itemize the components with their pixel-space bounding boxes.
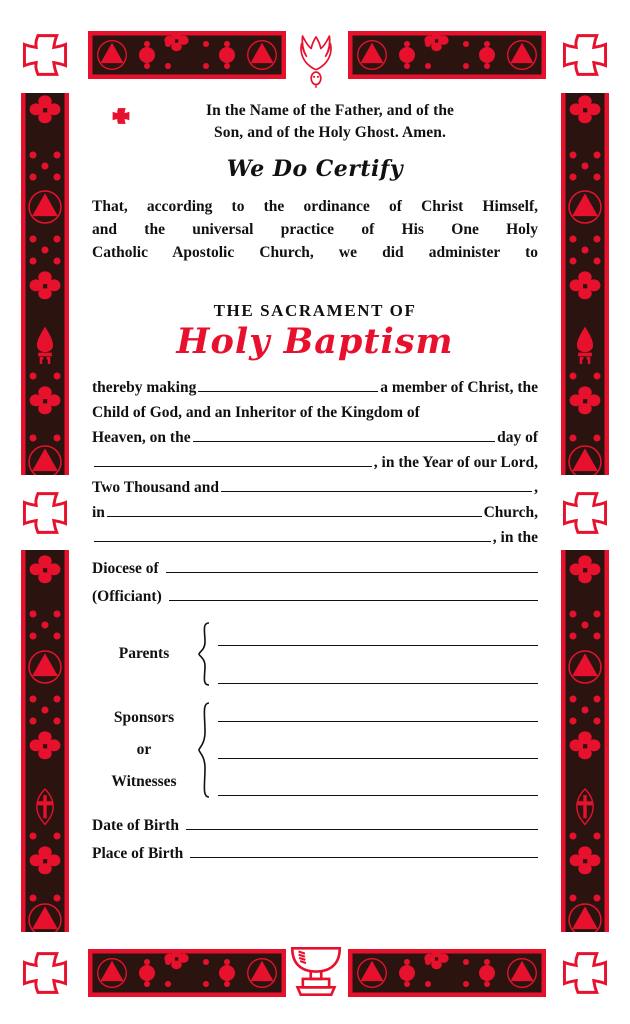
- place-of-birth-blank[interactable]: [190, 844, 538, 858]
- ornament-band-left-upper: [21, 93, 69, 475]
- diocese-blank[interactable]: [166, 559, 538, 573]
- ornament-band-bottom-left: [88, 949, 286, 997]
- sponsors-lines: [212, 702, 538, 798]
- two-thousand-suffix: ,: [534, 479, 538, 497]
- body-row-two-thousand: [92, 475, 538, 500]
- parents-lines: [212, 622, 538, 686]
- in-the-suffix: , in the: [492, 529, 538, 547]
- preamble-paragraph: [92, 196, 538, 265]
- year-suffix: , in the Year of our Lord,: [373, 453, 538, 471]
- side-cross-mid-right: [558, 486, 612, 540]
- parents-line-2[interactable]: [218, 682, 538, 684]
- parents-group: [92, 622, 538, 686]
- preamble-line-2: and the universal practice of His One Holy: [92, 220, 538, 238]
- sacrament-eyebrow: THE SACRAMENT OF: [213, 300, 417, 320]
- sponsors-line-2[interactable]: [218, 757, 538, 759]
- body-row-making: [92, 375, 538, 400]
- page-title: Holy Baptism: [176, 320, 454, 362]
- place-of-birth-field: [92, 844, 538, 863]
- invocation-line-2: Son, and of the Holy Ghost. Amen.: [214, 124, 446, 141]
- sponsors-label-line-1: Sponsors: [113, 708, 175, 726]
- city-blank[interactable]: [94, 528, 491, 542]
- officiant-blank[interactable]: [169, 587, 538, 601]
- preamble-line-1: That, according to the ordinance of Christ Himself,: [92, 198, 538, 215]
- in-prefix: in: [92, 504, 105, 522]
- parents-line-1[interactable]: [218, 644, 538, 646]
- ornament-band-right-lower: [561, 550, 609, 932]
- sponsors-label-stack: [92, 702, 196, 798]
- certificate-content: [92, 100, 538, 863]
- church-blank[interactable]: [107, 503, 482, 517]
- body-line-2: Child of God, and an Inheritor of the Kingdom of: [92, 403, 420, 421]
- cross-pattee-icon: [110, 105, 132, 127]
- sponsors-brace: [196, 702, 212, 798]
- corner-cross-bottom-left: [18, 946, 72, 1000]
- sponsors-label-line-2: or: [136, 740, 152, 758]
- heaven-suffix: day of: [497, 428, 538, 446]
- making-suffix: a member of Christ, the: [380, 378, 538, 396]
- sponsors-line-3[interactable]: [218, 794, 538, 796]
- ornament-band-left-lower: [21, 550, 69, 932]
- in-suffix: Church,: [483, 504, 538, 522]
- preamble-line-3: Catholic Apostolic Church, we did administer to: [92, 243, 538, 261]
- heaven-prefix: Heaven, on the: [92, 428, 191, 446]
- year-blank[interactable]: [221, 478, 532, 492]
- body-row-day: [92, 425, 538, 450]
- corner-cross-top-left: [18, 28, 72, 82]
- invocation-block: [92, 100, 538, 144]
- we-do-certify-heading: We Do Certify: [226, 156, 404, 182]
- day-blank[interactable]: [193, 428, 495, 442]
- ornament-band-right-upper: [561, 93, 609, 475]
- officiant-field: [92, 587, 538, 606]
- side-cross-mid-left: [18, 486, 72, 540]
- making-prefix: thereby making: [92, 378, 197, 396]
- body-row-church: [92, 500, 538, 525]
- date-of-birth-label: Date of Birth: [92, 817, 179, 835]
- ornament-band-top-left: [88, 31, 286, 79]
- corner-cross-bottom-right: [558, 946, 612, 1000]
- descending-dove-icon: [292, 32, 340, 90]
- invocation-line-1: In the Name of the Father, and of the: [205, 102, 455, 119]
- ornament-band-bottom-right: [348, 949, 546, 997]
- two-thousand-prefix: Two Thousand and: [92, 479, 219, 497]
- body-row-child-of-god: [92, 400, 538, 425]
- parents-brace: [196, 622, 212, 686]
- date-of-birth-blank[interactable]: [186, 816, 538, 830]
- parents-label: Parents: [118, 644, 170, 662]
- ornament-band-top-right: [348, 31, 546, 79]
- sponsors-group: [92, 702, 538, 798]
- diocese-field: [92, 559, 538, 578]
- place-of-birth-label: Place of Birth: [92, 845, 184, 863]
- baptizand-name-blank[interactable]: [198, 378, 378, 392]
- date-of-birth-field: [92, 816, 538, 835]
- month-blank[interactable]: [94, 453, 372, 467]
- diocese-label: Diocese of: [92, 560, 159, 578]
- sponsors-label-line-3: Witnesses: [111, 772, 177, 790]
- corner-cross-top-right: [558, 28, 612, 82]
- parents-label-stack: [92, 622, 196, 686]
- officiant-label: (Officiant): [92, 588, 162, 606]
- certificate-body: [92, 375, 538, 551]
- sponsors-line-1[interactable]: [218, 720, 538, 722]
- body-row-in-the: [92, 525, 538, 550]
- body-row-month-year: [92, 450, 538, 475]
- baptismal-font-chalice-icon: [286, 942, 346, 1000]
